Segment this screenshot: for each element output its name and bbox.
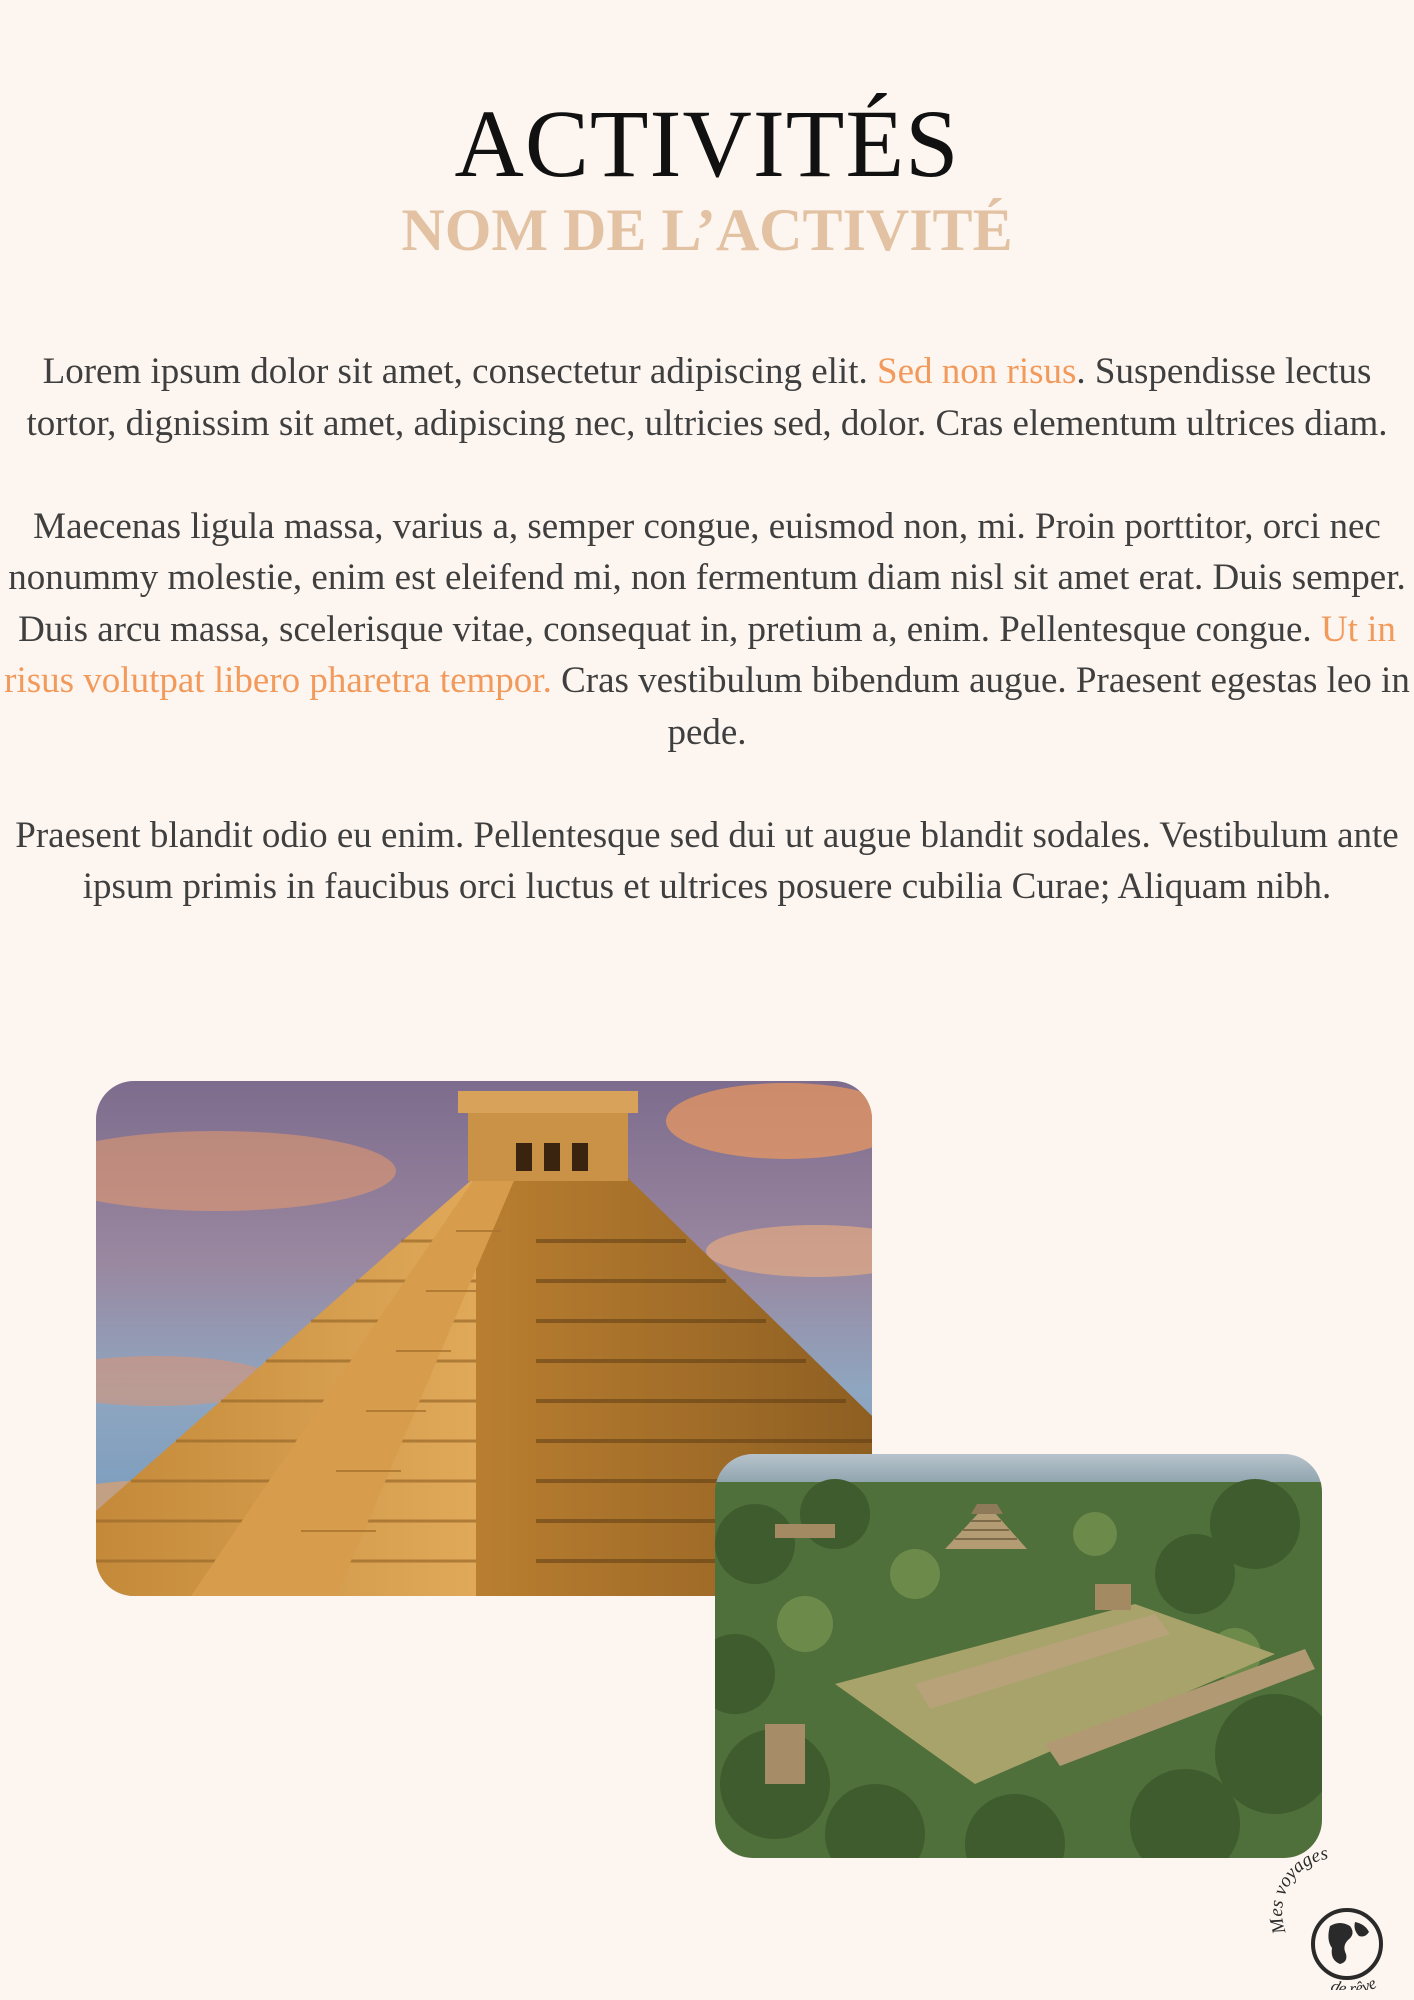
- p2-text-b: Cras vestibulum bibendum augue. Praesent egestas leo in pede.: [551, 660, 1410, 753]
- p1-text-b: . Suspendisse lectus tortor, dignissim sit amet, adipiscing nec, ultricies sed, dolor. Cras elementum ultrices diam.: [26, 351, 1388, 444]
- p1-text-a: Lorem ipsum dolor sit amet, consectetur adipiscing elit.: [42, 351, 877, 392]
- logo-text-bottom: de rêve: [1328, 1973, 1380, 1990]
- paragraph-1: [0, 346, 1414, 449]
- brand-logo: [1260, 1840, 1410, 1990]
- globe-icon: [1313, 1910, 1381, 1978]
- p2-text-a: Maecenas ligula massa, varius a, semper congue, euismod non, mi. Proin porttitor, orci nec nonummy molestie, enim est eleifend mi, non fermentum diam nisl sit amet erat. Duis semper. Duis arcu massa, scelerisque vitae, consequat in, pretium a, enim. Pellentesque congue.: [8, 505, 1406, 650]
- aerial-ruins-photo: [715, 1454, 1322, 1858]
- logo-text-top: Mes voyages: [1266, 1842, 1330, 1936]
- p1-highlight: Sed non risus: [877, 351, 1077, 392]
- p2-highlight: Ut in risus volutpat libero pharetra tempor.: [4, 608, 1396, 701]
- page-title: ACTIVITÉS: [454, 90, 960, 197]
- paragraph-3: Praesent blandit odio eu enim. Pellentesque sed dui ut augue blandit sodales. Vestibulum ante ipsum primis in faucibus orci luctus et ultrices posuere cubilia Curae; Aliquam nibh.: [15, 814, 1399, 907]
- paragraph-2: [0, 501, 1414, 759]
- description: [0, 346, 1414, 964]
- activity-name: NOM DE L’ACTIVITÉ: [401, 197, 1013, 263]
